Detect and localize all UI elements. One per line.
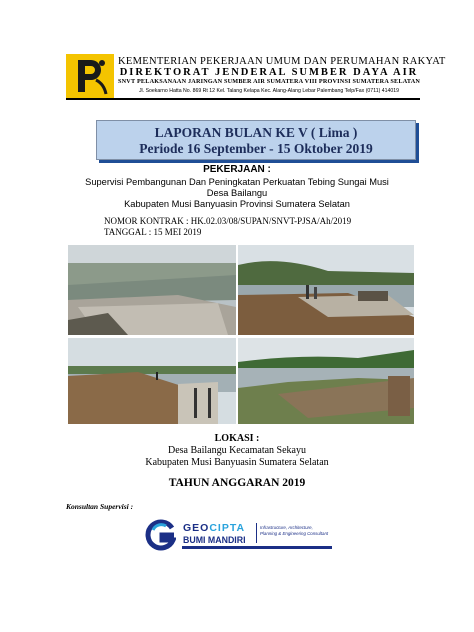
report-title-banner [96,120,416,160]
brand-part-1: GEO [183,522,210,534]
geocipta-logo-icon [144,518,176,552]
work-description-line-1: Supervisi Pembangunan Dan Peningkatan Perkuatan Tebing Sungai Musi [85,177,389,187]
site-photo-4 [238,338,414,424]
location-line-2: Kabupaten Musi Banyuasin Sumatera Selatan [145,457,329,468]
report-title: LAPORAN BULAN KE V ( Lima ) [154,125,358,140]
consultant-tagline-2: Planning & Engineering Consultant [260,531,329,536]
brand-underline [182,546,332,549]
office-address: Jl. Soekarno Hatta No. 869 Rt 12 Kel. Talang Kelapa Kec. Alang-Alang Lebar Palembang Telp/Fax (0711) 414019 [138,88,400,94]
contract-date: TANGGAL : 15 MEI 2019 [104,227,202,237]
location-line-1: Desa Bailangu Kecamatan Sekayu [167,445,306,456]
fiscal-year: TAHUN ANGGARAN 2019 [168,477,306,489]
consultant-tagline-1: Infrastructure, Architecture, [260,525,313,530]
ministry-logo-icon [66,54,114,98]
location-heading: LOKASI : [214,433,260,444]
header-divider [66,98,420,100]
site-photo-1 [68,245,236,335]
brand-part-2: CIPTA [209,522,246,534]
site-photo-3 [68,338,236,424]
report-period: Periode 16 September - 15 Oktober 2019 [139,141,373,156]
tagline-divider [256,523,257,543]
ministry-name: KEMENTERIAN PEKERJAAN UMUM DAN PERUMAHAN RAKYAT [118,56,446,67]
unit-name: SNVT PELAKSANAAN JARINGAN SUMBER AIR SUMATERA VIII PROVINSI SUMATERA SELATAN [118,78,421,85]
site-photo-2 [238,245,414,335]
consultant-label: Konsultan Supervisi : [66,502,134,511]
work-description-line-2: Desa Bailangu [206,188,268,198]
directorate-name: DIREKTORAT JENDERAL SUMBER DAYA AIR [119,67,419,78]
work-description-line-3: Kabupaten Musi Banyuasin Provinsi Sumatera Selatan [124,199,350,209]
contract-number: NOMOR KONTRAK : HK.02.03/08/SUPAN/SNVT-PJSA/Ah/2019 [104,216,352,226]
work-heading: PEKERJAAN : [203,164,271,175]
consultant-brand [183,522,245,534]
consultant-brand-line-2: BUMI MANDIRI [183,535,246,545]
